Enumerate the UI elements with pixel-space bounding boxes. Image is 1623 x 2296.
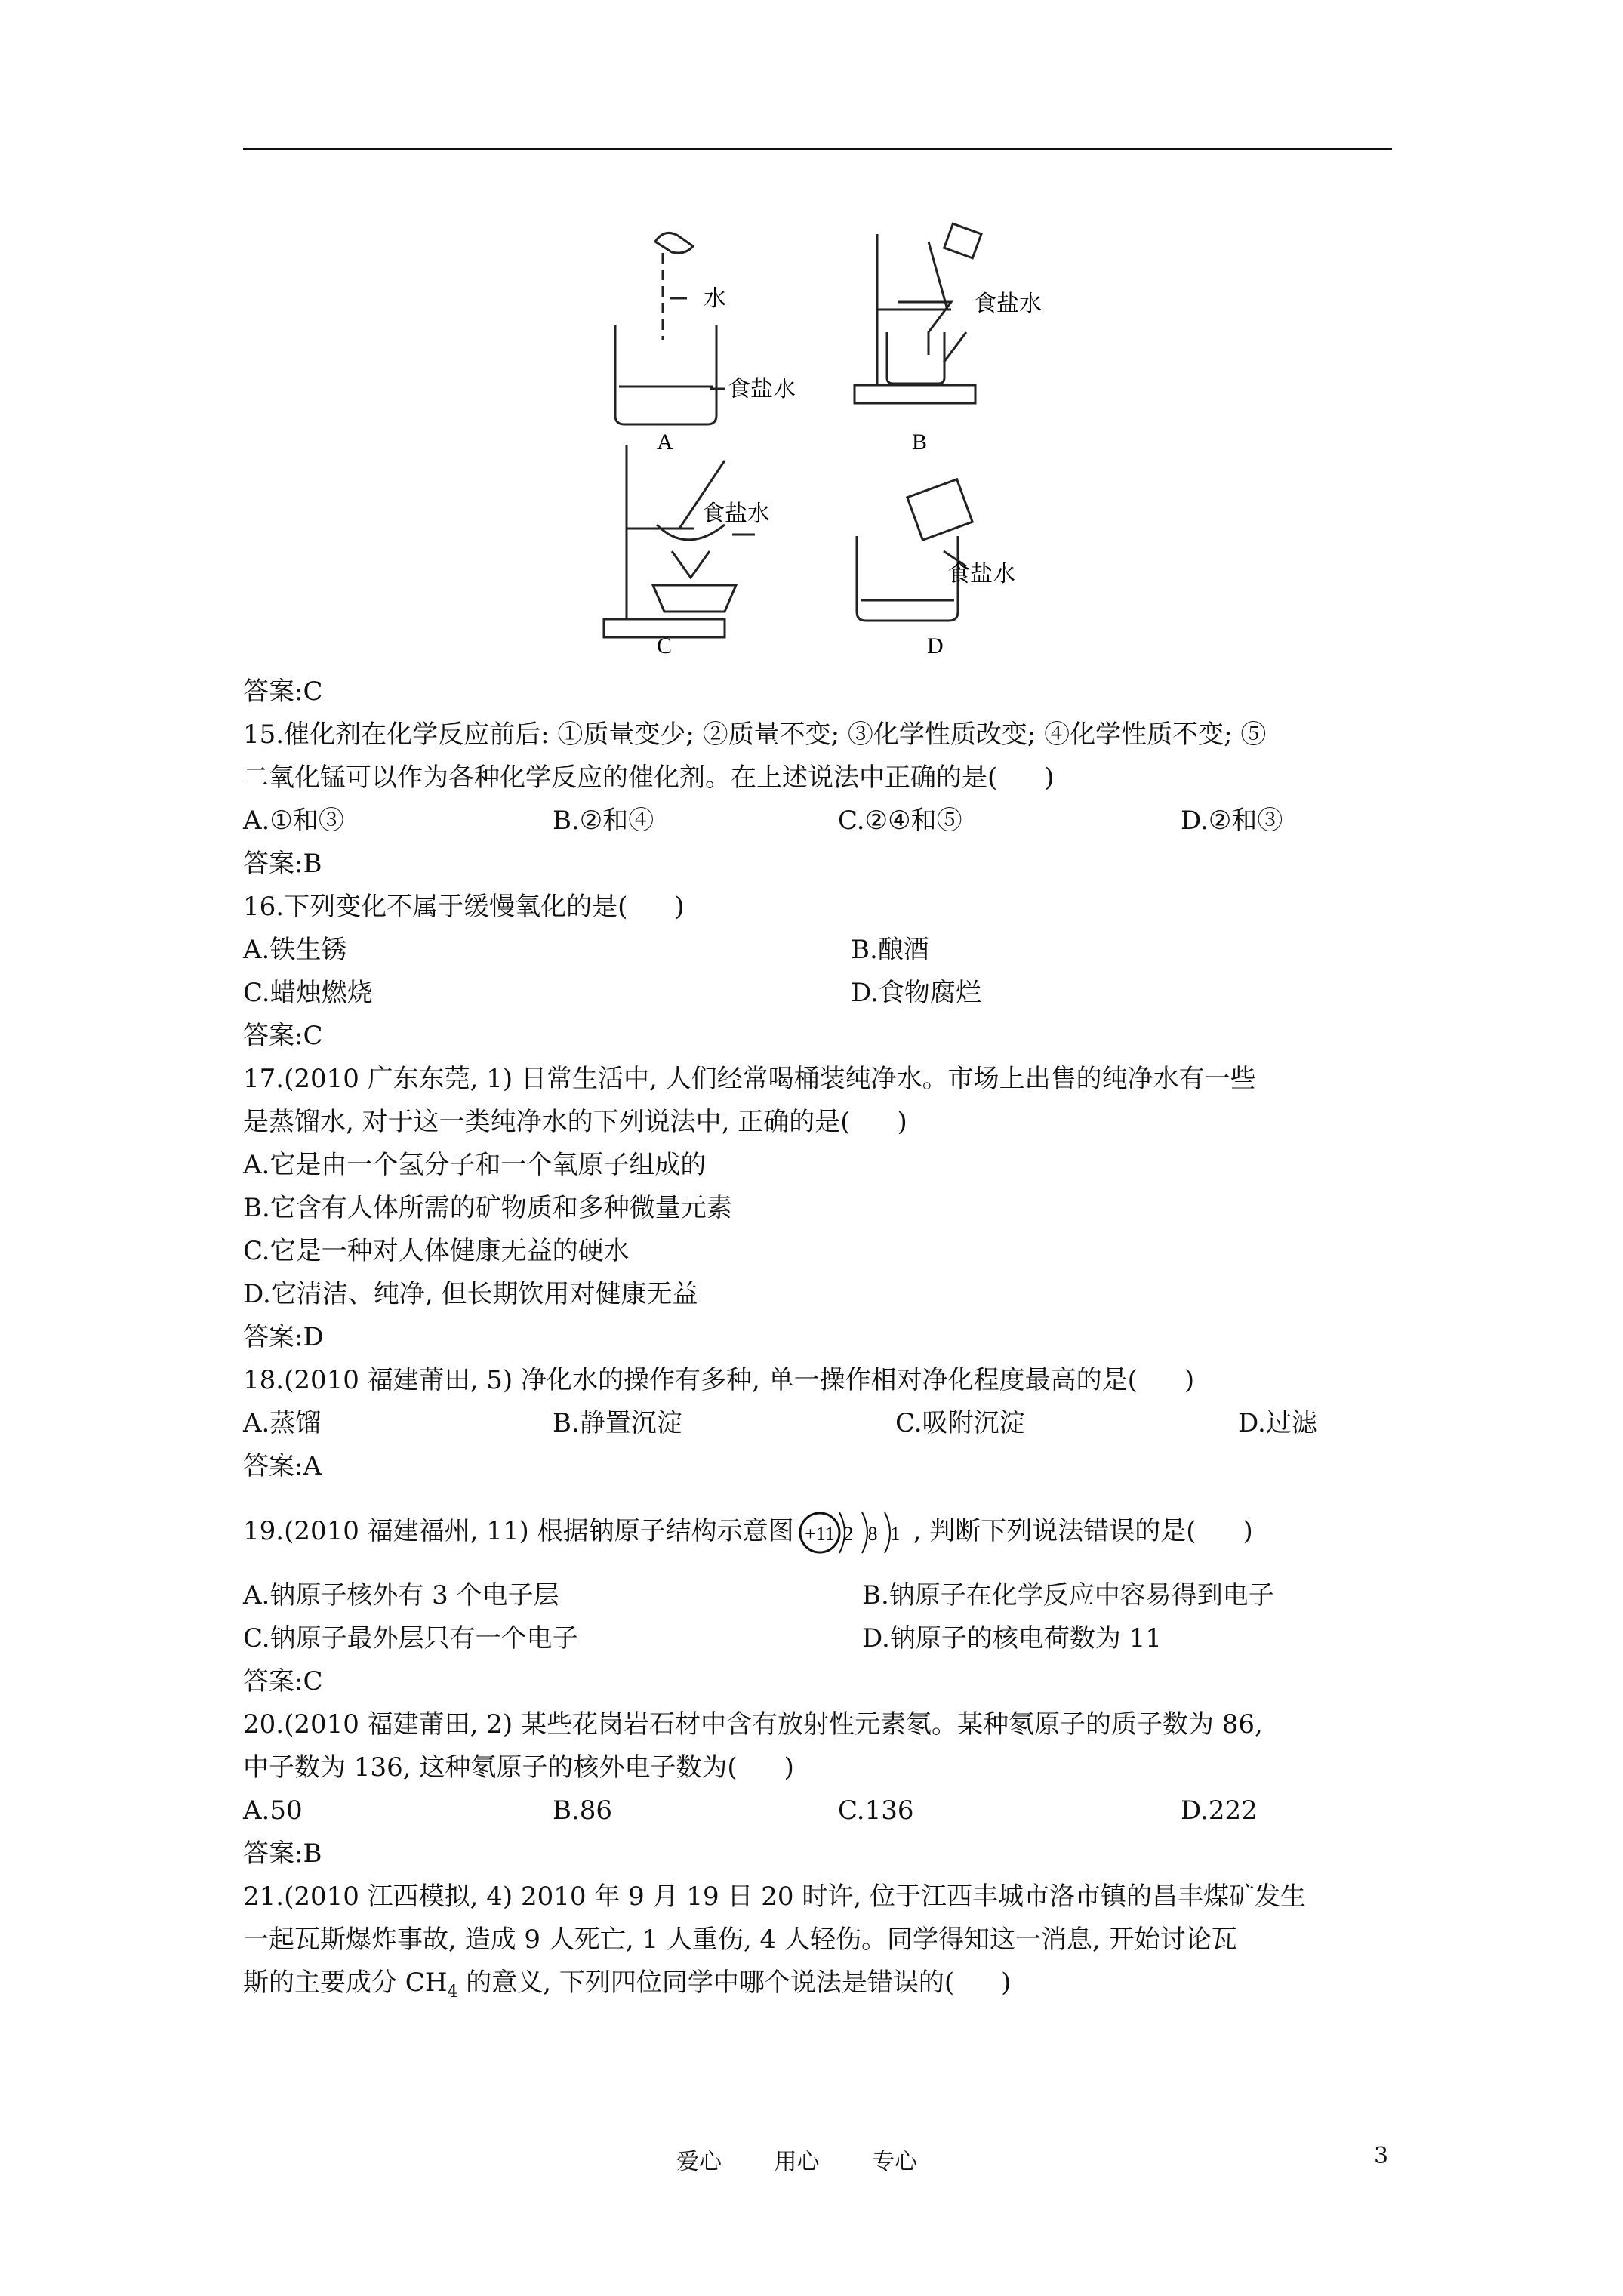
q20-stem-2: 中子数为 136, 这种氡原子的核外电子数为( ) xyxy=(243,1752,794,1783)
motto-3: 专心 xyxy=(872,2149,918,2175)
option-c: C.②④和⑤ xyxy=(838,806,962,836)
q19-options-1 xyxy=(243,1574,1392,1617)
option-b: B.它含有人体所需的矿物质和多种微量元素 xyxy=(243,1193,732,1223)
q15-stem-2: 二氧化锰可以作为各种化学反应的催化剂。在上述说法中正确的是( ) xyxy=(243,763,1055,793)
page-number: 3 xyxy=(1374,2143,1389,2169)
experiment-diagram xyxy=(574,219,1042,657)
option-b: B.86 xyxy=(553,1795,613,1826)
experiment-figure xyxy=(574,219,1042,657)
answer-16: 答案:C xyxy=(243,1021,323,1051)
sodium-atom-diagram xyxy=(797,1506,910,1559)
q19-options-2 xyxy=(243,1617,1392,1660)
water-label: 水 xyxy=(704,286,726,311)
answer-19: 答案:C xyxy=(243,1666,323,1697)
option-c: C.蜡烛燃烧 xyxy=(243,978,373,1008)
option-a: A.50 xyxy=(243,1795,303,1826)
answer-15: 答案:B xyxy=(243,849,322,879)
option-c: C.吸附沉淀 xyxy=(895,1408,1025,1438)
question-text xyxy=(243,670,1392,2005)
option-d: D.过滤 xyxy=(1238,1408,1317,1438)
svg-text:8: 8 xyxy=(867,1523,878,1545)
q15-stem-1: 15.催化剂在化学反应前后: ①质量变少; ②质量不变; ③化学性质改变; ④化学性质不变; ⑤ xyxy=(243,720,1267,750)
header-rule xyxy=(243,148,1392,150)
option-d: D.食物腐烂 xyxy=(851,978,981,1008)
option-d: D.②和③ xyxy=(1181,806,1283,836)
answer-17: 答案:D xyxy=(243,1322,324,1352)
option-c: C.它是一种对人体健康无益的硬水 xyxy=(243,1236,630,1266)
saltwater-label-c: 食盐水 xyxy=(702,501,770,526)
q16-stem: 16.下列变化不属于缓慢氧化的是( ) xyxy=(243,892,685,922)
option-a: A.①和③ xyxy=(243,806,344,836)
q15-options xyxy=(243,800,1392,843)
q18-options xyxy=(243,1402,1392,1445)
q21-stem-1: 21.(2010 江西模拟, 4) 2010 年 9 月 19 日 20 时许, 位于江西丰城市洛市镇的昌丰煤矿发生 xyxy=(243,1881,1306,1912)
q17-stem-1: 17.(2010 广东东莞, 1) 日常生活中, 人们经常喝桶装纯净水。市场上出售的纯净水有一些 xyxy=(243,1064,1256,1094)
option-c: C.136 xyxy=(838,1795,914,1826)
footer-motto xyxy=(676,2143,962,2176)
option-d: D.222 xyxy=(1181,1795,1258,1826)
motto-1: 爱心 xyxy=(676,2149,722,2175)
option-b: B.②和④ xyxy=(553,806,654,836)
option-b: B.钠原子在化学反应中容易得到电子 xyxy=(862,1580,1274,1610)
option-a: A.铁生锈 xyxy=(243,935,347,965)
q17-stem-2: 是蒸馏水, 对于这一类纯净水的下列说法中, 正确的是( ) xyxy=(243,1107,907,1137)
saltwater-label-b: 食盐水 xyxy=(974,291,1042,316)
saltwater-label-d: 食盐水 xyxy=(947,562,1015,587)
hand-icon xyxy=(655,233,693,253)
svg-text:2: 2 xyxy=(843,1523,854,1545)
q16-options-2 xyxy=(243,972,1392,1015)
motto-2: 用心 xyxy=(774,2149,820,2175)
option-b: B.酿酒 xyxy=(851,935,929,965)
answer-18: 答案:A xyxy=(243,1451,322,1481)
answer-20: 答案:B xyxy=(243,1838,322,1869)
option-c: C.钠原子最外层只有一个电子 xyxy=(243,1623,578,1653)
option-d: D.钠原子的核电荷数为 11 xyxy=(862,1623,1162,1653)
option-d: D.它清洁、纯净, 但长期饮用对健康无益 xyxy=(243,1279,698,1309)
saltwater-label-a: 食盐水 xyxy=(728,377,796,402)
option-b: B.静置沉淀 xyxy=(553,1408,682,1438)
fig-label-b: B xyxy=(912,430,928,455)
q16-options-1 xyxy=(243,929,1392,972)
q18-stem: 18.(2010 福建莆田, 5) 净化水的操作有多种, 单一操作相对净化程度最高的是( ) xyxy=(243,1365,1195,1395)
fig-label-c: C xyxy=(657,633,673,657)
fig-label-d: D xyxy=(927,633,944,657)
fig-label-a: A xyxy=(657,430,673,455)
q20-stem-1: 20.(2010 福建莆田, 2) 某些花岗岩石材中含有放射性元素氡。某种氡原子的质子数为 86, xyxy=(243,1709,1263,1740)
svg-text:1: 1 xyxy=(890,1523,901,1545)
option-a: A.蒸馏 xyxy=(243,1408,322,1438)
q20-options xyxy=(243,1789,1392,1832)
option-a: A.它是由一个氢分子和一个氧原子组成的 xyxy=(243,1150,707,1180)
q21-stem-2: 一起瓦斯爆炸事故, 造成 9 人死亡, 1 人重伤, 4 人轻伤。同学得知这一消息, 开始讨论瓦 xyxy=(243,1925,1237,1955)
answer-14: 答案:C xyxy=(243,676,323,707)
option-a: A.钠原子核外有 3 个电子层 xyxy=(243,1580,559,1610)
q19-stem: 19.(2010 福建福州, 11) 根据钠原子结构示意图 +11 2 8 1 , 判断下列说法错误的是( ) xyxy=(243,1488,1392,1574)
q21-stem-3: 斯的主要成分 $CH_4$ 的意义, 下列四位同学中哪个说法是错误的( ) xyxy=(243,1968,1012,2002)
svg-text:+11: +11 xyxy=(804,1523,835,1545)
